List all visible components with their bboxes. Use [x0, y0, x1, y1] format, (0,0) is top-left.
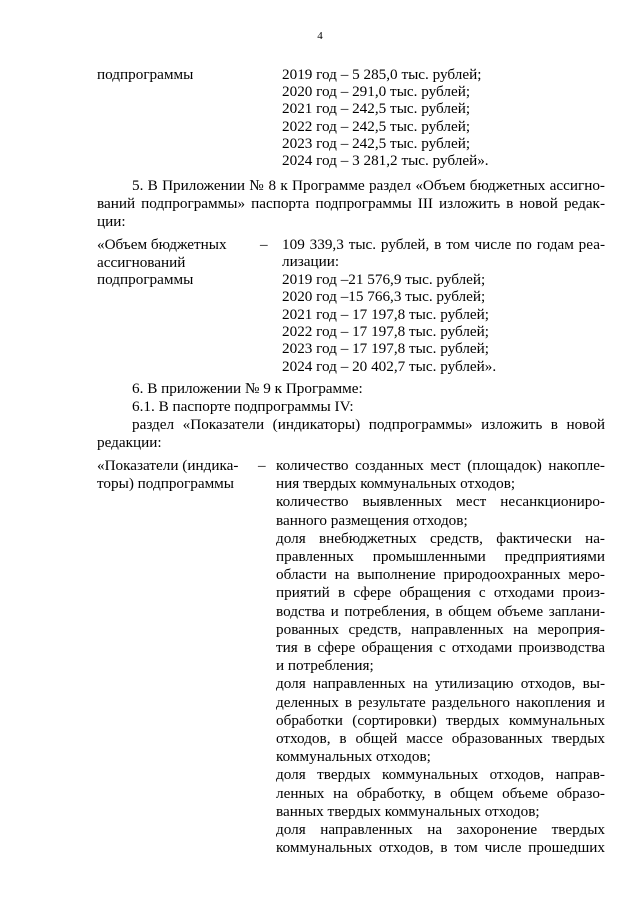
budget-label-line: подпрограммы: [97, 271, 194, 289]
indicator-line: деленных в результате раздельного накопления и: [276, 693, 605, 711]
indicator-line: обработки (сортировки) твердых коммунальных: [276, 711, 605, 729]
indicators-label-line: «Показатели (индика-: [97, 457, 239, 474]
indicator-line: количество выявленных мест несанкциониро-: [276, 493, 605, 511]
paragraph-6-1: [97, 398, 605, 416]
paragraph-line: ваний подпрограммы» паспорта подпрограммы III изложить в новой редак-: [97, 195, 605, 212]
budget-line: 2019 год –21 576,9 тыс. рублей;: [282, 270, 486, 288]
page-number: 4: [317, 30, 323, 42]
indicator-line: области на выполнение природоохранных меро-: [276, 566, 605, 584]
indicator-line: ленных на обработку, в общем объеме образо-: [276, 784, 605, 802]
paragraph-razdel: [97, 416, 605, 452]
budget-label: [97, 236, 227, 289]
budget-label-line: ассигнований: [97, 253, 186, 271]
budget-label-line: «Объем бюджетных: [97, 236, 227, 253]
indicator-line: и потребления;: [276, 657, 374, 675]
budget-line: 2023 год – 17 197,8 тыс. рублей;: [282, 340, 490, 358]
top-block-label: подпрограммы: [97, 66, 194, 83]
paragraph-6: [97, 380, 605, 398]
indicator-line: доля внебюджетных средств, фактически на-: [276, 529, 605, 547]
budget-dash: –: [260, 236, 268, 253]
indicator-line: отходов, в общей массе образованных твердых: [276, 730, 605, 748]
indicator-line: ванных твердых коммунальных отходов;: [276, 802, 540, 820]
paragraph-line: ции:: [97, 213, 126, 230]
paragraph-line: 6. В приложении № 9 к Программе:: [132, 380, 363, 397]
budget-values: [282, 236, 605, 375]
paragraph-line: раздел «Показатели (индикаторы) подпрограммы» изложить в новой: [132, 416, 605, 433]
indicator-line: доля направленных на захоронение твердых: [276, 821, 605, 839]
indicator-line: приятий в сфере обращения с отходами произ-: [276, 584, 605, 602]
indicator-line: коммунальных отходов, в том числе прошедших: [276, 839, 605, 857]
top-block-line: 2020 год – 291,0 тыс. рублей;: [282, 83, 471, 101]
indicator-line: тия в сфере обращения с отходами производства: [276, 639, 605, 657]
budget-line: 2024 год – 20 402,7 тыс. рублей».: [282, 357, 497, 375]
budget-line: 2021 год – 17 197,8 тыс. рублей;: [282, 305, 490, 323]
budget-line: 109 339,3 тыс. рублей, в том числе по годам реа-: [282, 236, 605, 253]
budget-line: 2020 год –15 766,3 тыс. рублей;: [282, 288, 486, 306]
top-block-values: [282, 66, 489, 169]
indicator-line: количество созданных мест (площадок) накопле-: [276, 457, 605, 474]
top-block-line: 2019 год – 5 285,0 тыс. рублей;: [282, 66, 482, 83]
indicators-label: [97, 457, 238, 492]
indicator-line: ния твердых коммунальных отходов;: [276, 475, 516, 493]
budget-line: 2022 год – 17 197,8 тыс. рублей;: [282, 323, 490, 341]
indicator-line: доля твердых коммунальных отходов, направ-: [276, 766, 605, 784]
budget-line: лизации:: [282, 253, 340, 271]
paragraph-line: 5. В Приложении № 8 к Программе раздел «Объем бюджетных ассигно-: [132, 177, 605, 194]
paragraph-line: редакции:: [97, 434, 162, 451]
indicators-label-line: торы) подпрограммы: [97, 474, 234, 492]
top-block-line: 2024 год – 3 281,2 тыс. рублей».: [282, 152, 489, 170]
indicator-line: правленных промышленными предприятиями: [276, 548, 605, 566]
paragraph-5: [97, 177, 605, 231]
indicator-line: ванного размещения отходов;: [276, 511, 468, 529]
indicator-line: водства и потребления, в общем объеме заплани-: [276, 602, 605, 620]
indicators-values: [276, 457, 605, 857]
indicator-line: рованных средств, направленных на мероприя-: [276, 620, 605, 638]
indicators-dash: –: [258, 457, 266, 474]
top-block-line: 2021 год – 242,5 тыс. рублей;: [282, 100, 471, 118]
indicator-line: коммунальных отходов;: [276, 748, 431, 766]
top-block-line: 2023 год – 242,5 тыс. рублей;: [282, 134, 471, 152]
indicator-line: доля направленных на утилизацию отходов, вы-: [276, 675, 605, 693]
top-block-line: 2022 год – 242,5 тыс. рублей;: [282, 117, 471, 135]
paragraph-line: 6.1. В паспорте подпрограммы IV:: [132, 398, 354, 415]
